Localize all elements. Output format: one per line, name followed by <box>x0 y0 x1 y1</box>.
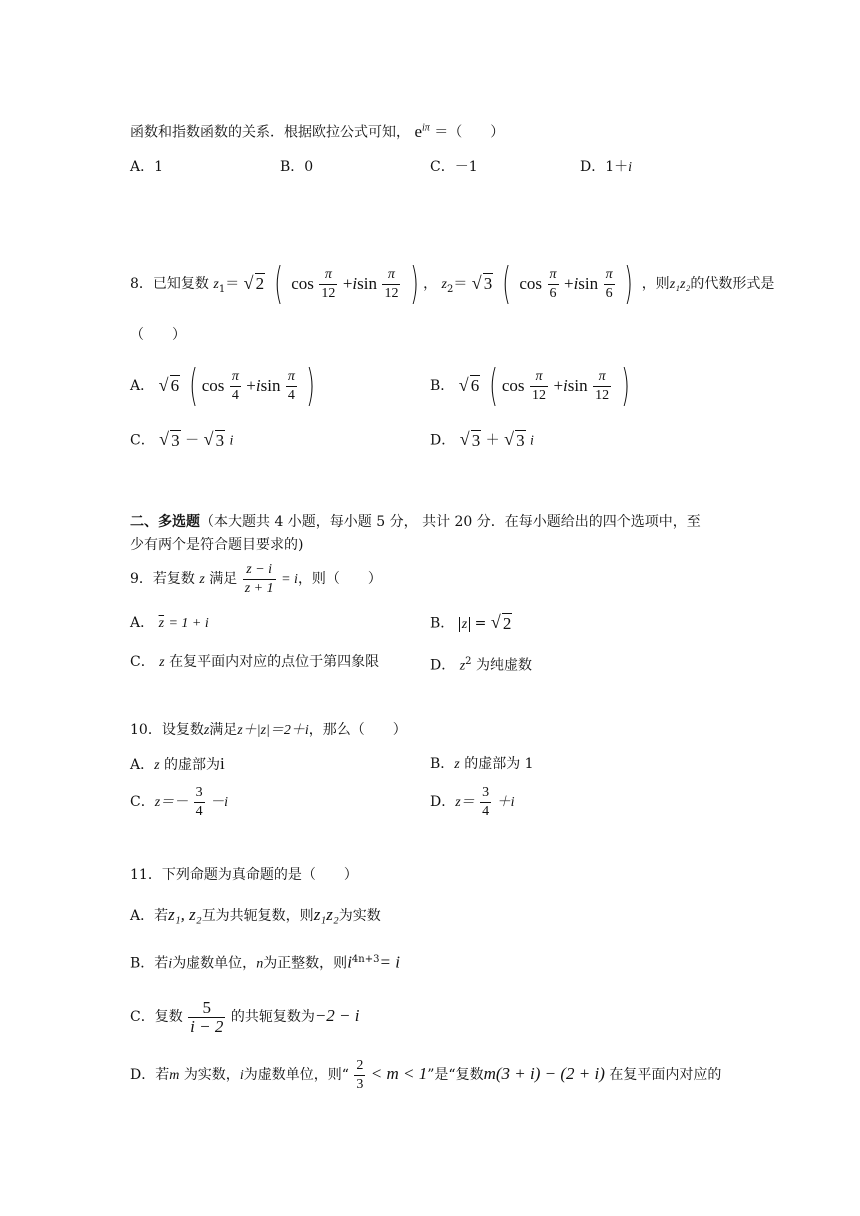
frac-pi-12b: $\frac{\pi}{12}$ <box>384 266 399 301</box>
q11-fraction-5: $\frac{5}{i - 2}$ <box>190 997 224 1036</box>
frac-pi-6: $\frac{\pi}{6}$ <box>549 266 557 301</box>
sqrt-2: √ 2 <box>244 262 266 306</box>
q8-stem-line: 8．已知复数 $z_1=$ √ 2 ( cos $\frac{\pi}{12}$ +isin $\frac{\pi}{12}$ ) ， $z_2=$ √ 3 ( cos $\frac{\pi}{6}$ +isin $\frac{\pi}{6}$ ) ，则z₁z₂的代数形式是 <box>130 262 774 312</box>
q8-option-c: C． √ 3 － √ 3 i <box>130 430 233 452</box>
q9-option-d: D． $z^2$ 为纯虚数 <box>430 656 532 674</box>
q11-stem: 11．下列命题为真命题的是（ ） <box>130 867 358 883</box>
q8-option-b: B． √ 6 ( cos $\frac{\pi}{12}$ +isin $\frac{\pi}{12}$ ) <box>430 364 634 408</box>
sqrt-3: √ 3 <box>472 262 494 306</box>
q11-option-d: D．若m 为实数，i为虚数单位，则“ $\frac{2}{3}$ < m < 1”是“复数m(3 + i) − (2 + i) 在复平面内对应的 <box>130 1057 722 1092</box>
q9-fraction: $\frac{z - i}{z + 1}$ <box>244 561 274 596</box>
q10-option-a: A．z 的虚部为i <box>130 754 225 773</box>
q7-euler-expr: $e^{i\pi}$ <box>414 121 430 141</box>
q7-option-c: C．－1 <box>430 159 478 175</box>
q11-option-b: B．若i为虚数单位，n为正整数，则$i^{4n+3}= i$ <box>130 952 400 972</box>
section2-desc-2: 少有两个是符合题目要求的) <box>130 537 304 553</box>
q7-option-d: D．1＋i <box>580 159 633 175</box>
section2-heading: 二、多选题 <box>130 514 200 530</box>
q10-option-b: B．z 的虚部为 1 <box>430 756 534 772</box>
q10-option-c: C．z＝－ $\frac{3}{4}$ －i <box>130 784 228 819</box>
q8-answer-blank: （ ） <box>130 327 186 343</box>
section2-desc-1: （本大题共 4 小题，每小题 5 分， 共计 20 分．在每小题给出的四个选项中，至 <box>200 514 701 530</box>
q7-stem-line <box>130 118 504 143</box>
q8-option-d: D． √ 3 ＋ √ 3 i <box>430 430 534 452</box>
frac-pi-12: $\frac{\pi}{12}$ <box>321 266 336 301</box>
q9-stem: 9．若复数 z 满足 $\frac{z - i}{z + 1}$ = i，则（ ） <box>130 561 382 596</box>
q8-option-a: A． √ 6 ( cos $\frac{\pi}{4}$ +isin $\frac{\pi}{4}$ ) <box>130 364 320 408</box>
q9-option-b: B． z = √ 2 <box>430 613 512 635</box>
q7-answer-blank: ＝（ ） <box>434 124 505 141</box>
section2-heading-line <box>130 512 701 532</box>
q10-option-d: D．z＝ $\frac{3}{4}$ ＋i <box>430 784 515 819</box>
q10-stem: 10．设复数z满足z＋|z|＝2＋i，那么（ ） <box>130 722 407 738</box>
q11-option-c: C．复数 $\frac{5}{i - 2}$ 的共轭复数为−2 − i <box>130 997 360 1036</box>
q7-option-a: A．1 <box>130 159 164 175</box>
q7-option-b: B．0 <box>280 159 314 175</box>
q7-tail-text: 函数和指数函数的关系．根据欧拉公式可知， <box>130 124 410 141</box>
q9-option-a: A． $\overline{z} = 1 + i$ <box>130 615 209 631</box>
q11-option-a: A．若z₁, z₂互为共轭复数，则z₁z₂为实数 <box>130 905 381 924</box>
q11-fraction-2-3: $\frac{2}{3}$ <box>356 1057 364 1092</box>
frac-pi-6b: $\frac{\pi}{6}$ <box>605 266 613 301</box>
q9-option-c: C． z 在复平面内对应的点位于第四象限 <box>130 654 380 670</box>
